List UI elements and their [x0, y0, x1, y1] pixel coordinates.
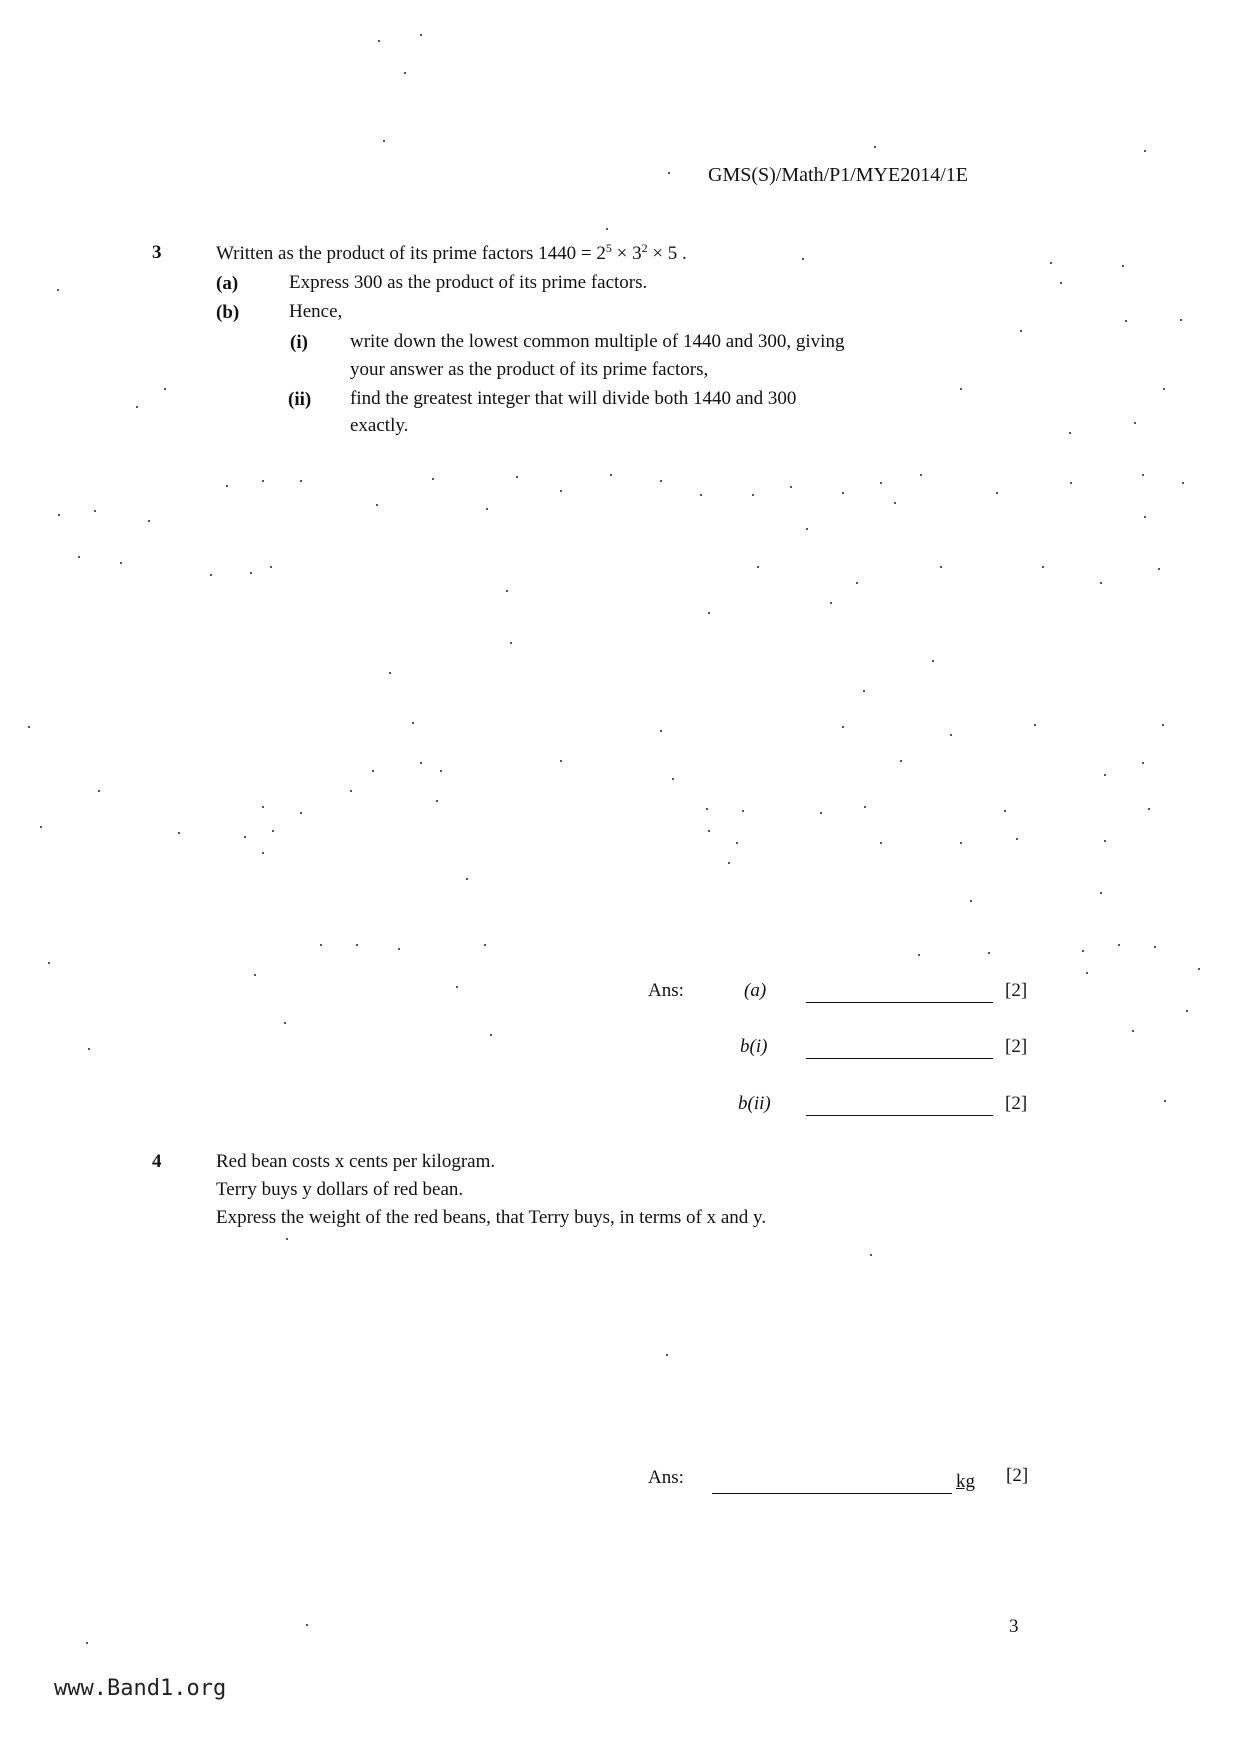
exponent-2: 2 — [641, 241, 648, 255]
exponent-5: 5 — [605, 241, 612, 255]
q3-answer-bi-line[interactable] — [806, 1058, 993, 1059]
q4-answer-unit: kg — [956, 1471, 975, 1492]
footer-watermark: www.Band1.org — [54, 1676, 227, 1701]
q3-ans-label: Ans: — [648, 980, 684, 1001]
q3-answer-a-marks: [2] — [1005, 980, 1028, 1001]
q3-answer-bii-marks: [2] — [1005, 1093, 1028, 1114]
part-a-label: (a) — [216, 273, 239, 294]
part-b-text: Hence, — [289, 301, 343, 322]
question-4-line1: Red bean costs x cents per kilogram. — [216, 1151, 496, 1172]
exam-code-header: GMS(S)/Math/P1/MYE2014/1E — [708, 164, 969, 186]
q3-answer-bi-marks: [2] — [1005, 1036, 1028, 1057]
question-4-line2: Terry buys y dollars of red bean. — [216, 1179, 464, 1200]
page-number: 3 — [1009, 1616, 1019, 1637]
part-a-text: Express 300 as the product of its prime factors. — [289, 272, 648, 293]
part-b-ii-label: (ii) — [288, 389, 312, 410]
question-4-line3: Express the weight of the red beans, that Terry buys, in terms of x and y. — [216, 1207, 767, 1228]
q3-answer-bi-label: b(i) — [740, 1036, 768, 1057]
stem-suffix: × 5 . — [647, 243, 687, 264]
part-b-i-label: (i) — [290, 332, 308, 353]
q3-answer-a-line[interactable] — [806, 1002, 993, 1003]
question-3-stem — [216, 241, 687, 264]
part-b-ii-line2: exactly. — [350, 415, 409, 436]
stem-prefix: Written as the product of its prime factors 1440 = 2 — [216, 243, 606, 264]
q4-answer-marks: [2] — [1006, 1465, 1029, 1486]
q3-answer-a-label: (a) — [744, 980, 767, 1001]
question-3-number: 3 — [152, 242, 162, 263]
q3-answer-bii-label: b(ii) — [738, 1093, 771, 1114]
question-4-number: 4 — [152, 1151, 162, 1172]
part-b-ii-line1: find the greatest integer that will divide both 1440 and 300 — [350, 388, 797, 409]
part-b-i-line1: write down the lowest common multiple of 1440 and 300, giving — [350, 331, 845, 352]
q4-answer-line[interactable] — [712, 1493, 952, 1494]
q4-ans-label: Ans: — [648, 1467, 684, 1488]
q3-answer-bii-line[interactable] — [806, 1115, 993, 1116]
part-b-i-line2: your answer as the product of its prime factors, — [350, 359, 709, 380]
stem-times: × 3 — [611, 243, 642, 264]
part-b-label: (b) — [216, 302, 240, 323]
